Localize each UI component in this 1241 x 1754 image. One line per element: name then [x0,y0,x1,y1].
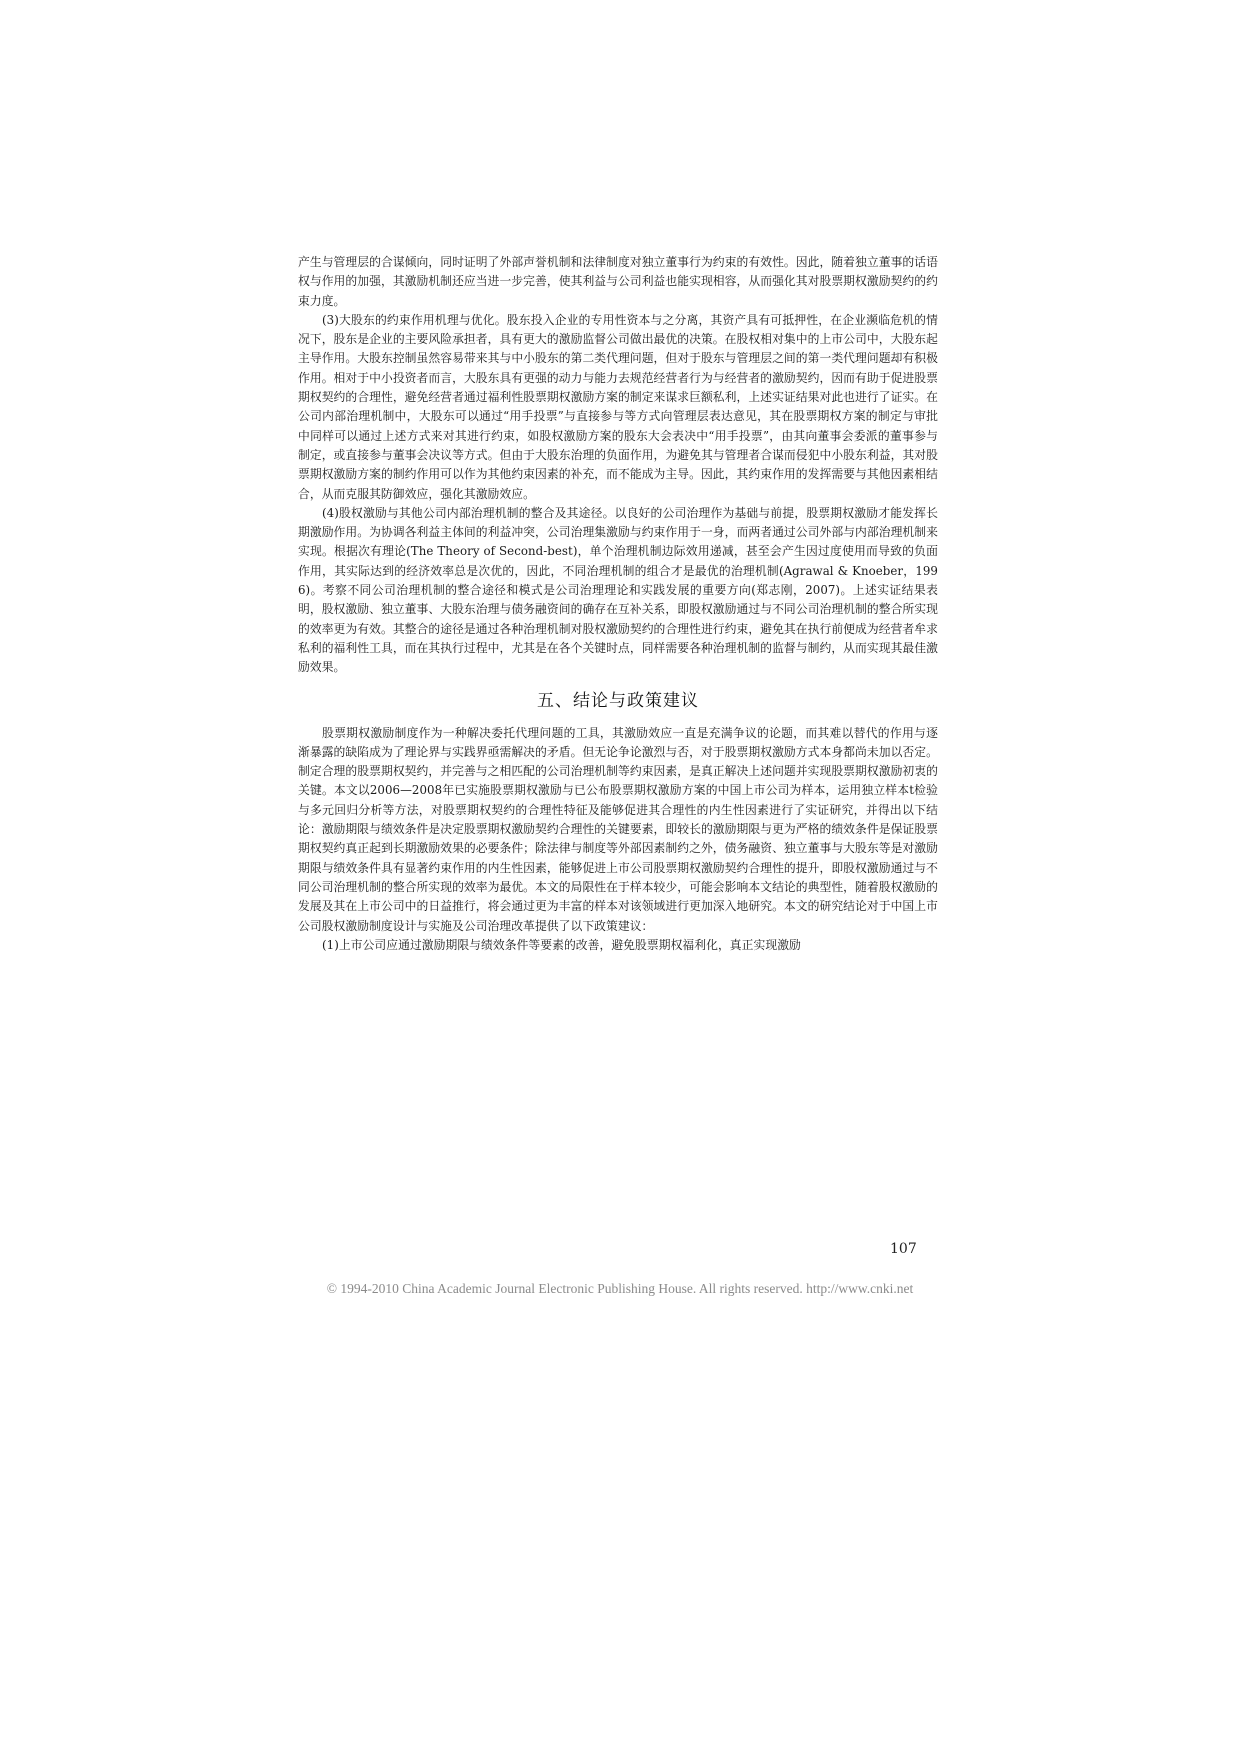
paragraph: (1)上市公司应通过激励期限与绩效条件等要素的改善，避免股票期权福利化，真正实现激励 [322,937,801,952]
footer-copyright: © 1994-2010 China Academic Journal Electronic Publishing House. All rights reserved. http://www.cnki.net [326,1281,914,1296]
paragraph: (3)大股东的约束作用机理与优化。股东投入企业的专用性资本与之分离，其资产具有可抵押性，在企业濒临危机的情况下，股东是企业的主要风险承担者，具有更大的激励监督公司做出最优的决策。在股权相对集中的上市公司中，大股东起主导作用。大股东控制虽然容易带来其与中小股东的第二类代理问题，但对于股东与管理层之间的第一类代理问题却有积极作用。相对于中小投资者而言，大股东具有更强的动力与能力去规范经营者行为与经营者的激励契约，因而有助于促进股票期权契约的合理性，避免经营者通过福利性股票期权激励方案的制定来谋求巨额私利，上述实证结果对此也进行了证实。在公司内部治理机制中，大股东可以通过“用手投票”与直接参与等方式向管理层表达意见，其在股票期权方案的制定与审批中同样可以通过上述方式来对其进行约束，如股权激励方案的股东大会表决中“用手投票”，由其向董事会委派的董事参与制定，或直接参与董事会决议等方式。但由于大股东治理的负面作用，为避免其与管理者合谋而侵犯中小股东利益，其对股票期权激励方案的制约作用可以作为其他约束因素的补充，而不能成为主导。因此，其约束作用的发挥需要与其他因素相结合，从而克服其防御效应，强化其激励效应。 [298,312,938,501]
paragraph: 股票期权激励制度作为一种解决委托代理问题的工具，其激励效应一直是充满争议的论题，而其难以替代的作用与逐渐暴露的缺陷成为了理论界与实践界亟需解决的矛盾。但无论争论激烈与否，对于股票期权激励方式本身都尚未加以否定。制定合理的股票期权契约，并完善与之相匹配的公司治理机制等约束因素，是真正解决上述问题并实现股票期权激励初衷的关键。本文以2006—2008年已实施股票期权激励与已公布股票期权激励方案的中国上市公司为样本，运用独立样本t检验与多元回归分析等方法，对股票期权契约的合理性特征及能够促进其合理性的内生性因素进行了实证研究，并得出以下结论：激励期限与绩效条件是决定股票期权激励契约合理性的关键要素，即较长的激励期限与更为严格的绩效条件是保证股票期权契约真正起到长期激励效果的必要条件；除法律与制度等外部因素制约之外，债务融资、独立董事与大股东等是对激励期限与绩效条件具有显著约束作用的内生性因素，能够促进上市公司股票期权激励契约合理性的提升，即股权激励通过与不同公司治理机制的整合所实现的效率为最优。本文的局限性在于样本较少，可能会影响本文结论的典型性，随着股权激励的发展及其在上市公司中的日益推行，将会通过更为丰富的样本对该领域进行更加深入地研究。本文的研究结论对于中国上市公司股权激励制度设计与实施及公司治理改革提供了以下政策建议： [298,725,938,933]
section-heading: 五、结论与政策建议 [537,690,699,711]
paragraph: (4)股权激励与其他公司内部治理机制的整合及其途径。以良好的公司治理作为基础与前提，股票期权激励才能发挥长期激励作用。为协调各利益主体间的利益冲突，公司治理集激励与约束作用于一身，而两者通过公司外部与内部治理机制来实现。根据次有理论(The Theory of Second-best)，单个治理机制边际效用递减，甚至会产生因过度使用而导致的负面作用，其实际达到的经济效率总是次优的，因此，不同治理机制的组合才是最优的治理机制(Agrawal & Knoeber，1996)。考察不同公司治理机制的整合途径和模式是公司治理理论和实践发展的重要方向(郑志刚，2007)。上述实证结果表明，股权激励、独立董事、大股东治理与债务融资间的确存在互补关系，即股权激励通过与不同公司治理机制的整合所实现的效率更为有效。其整合的途径是通过各种治理机制对股权激励契约的合理性进行约束，避免其在执行前便成为经营者牟求私利的福利性工具，而在其执行过程中，尤其是在各个关键时点，同样需要各种治理机制的监督与制约，从而实现其最佳激励效果。 [298,505,938,675]
page-number: 107 [890,1241,917,1257]
paragraph: 产生与管理层的合谋倾向，同时证明了外部声誉机制和法律制度对独立董事行为约束的有效性。因此，随着独立董事的话语权与作用的加强，其激励机制还应当进一步完善，使其利益与公司利益也能实现相容，从而强化其对股票期权激励契约的约束力度。 [298,255,938,308]
text-column [298,253,938,955]
